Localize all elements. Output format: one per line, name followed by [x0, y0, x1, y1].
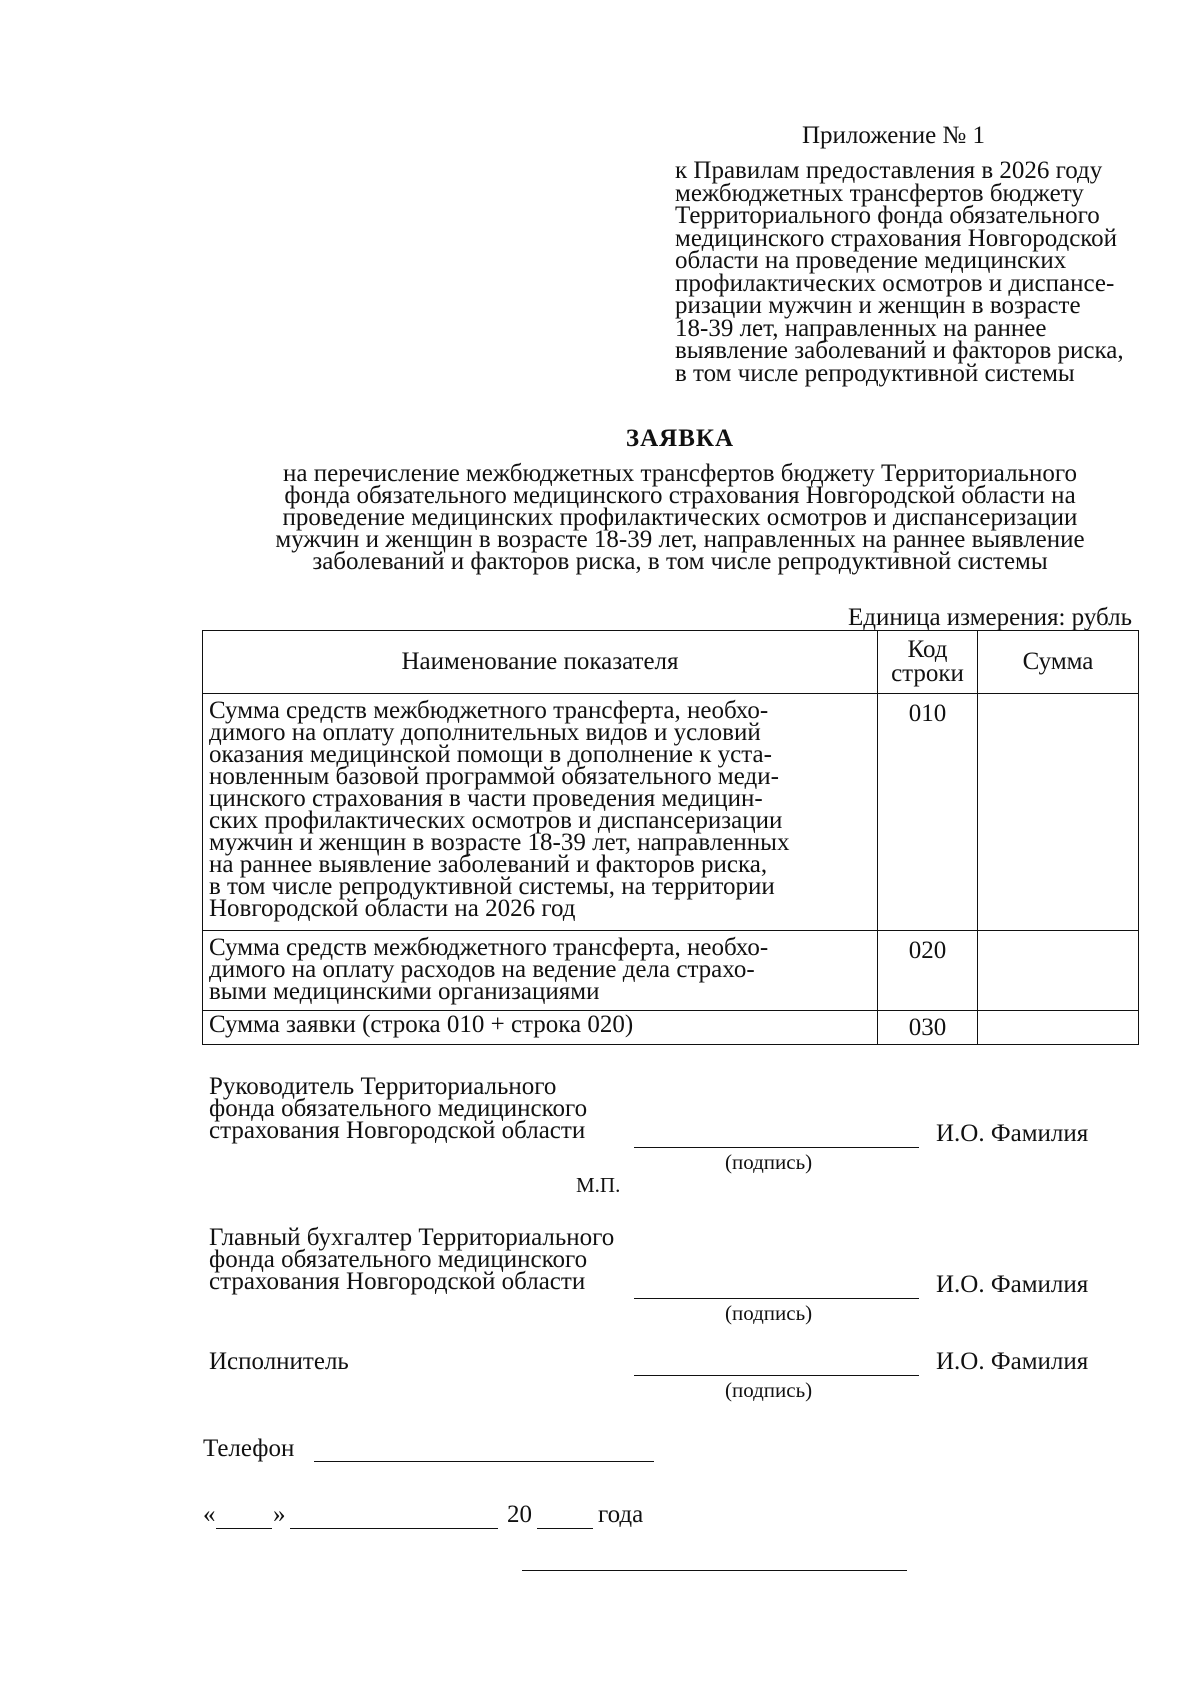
subtitle-line: заболеваний и факторов риска, в том числе репродуктивной системы [312, 548, 1048, 575]
appendix-line: ризации мужчин и женщин в возрасте [675, 292, 1081, 319]
row-name-line: новленным базовой программой обязательного меди- [209, 763, 779, 790]
appendix-text [675, 157, 1145, 387]
executor-signature-caption: (подпись) [725, 1378, 813, 1402]
phone-field-line[interactable] [314, 1461, 654, 1462]
table-row [203, 1011, 1139, 1045]
row-code: 030 [878, 1011, 978, 1045]
row-name-line: Новгородской области на 2026 год [209, 895, 576, 922]
unit-of-measure: Единица измерения: рубль [847, 604, 1132, 631]
subtitle-line: на перечисление межбюджетных трансфертов бюджету Территориального [283, 460, 1077, 487]
appendix-line: профилактических осмотров и диспансе- [675, 269, 1115, 297]
subtitle-line: мужчин и женщин в возрасте 18-39 лет, направленных на раннее выявление [275, 526, 1085, 553]
signatory-line: страхования Новгородской области [209, 1117, 586, 1144]
appendix-title: Приложение № 1 [802, 122, 986, 149]
date-year-suffix: года [598, 1501, 644, 1528]
row-name-line: в том числе репродуктивной системы, на территории [209, 873, 775, 900]
executor-name: И.О. Фамилия [936, 1348, 1089, 1375]
table-row [203, 931, 1139, 1011]
table-row [203, 694, 1139, 931]
row-name-line: ских профилактических осмотров и диспансеризации [209, 807, 783, 834]
row-name [203, 931, 878, 1011]
date-open-quote: « [203, 1501, 216, 1528]
accountant-name: И.О. Фамилия [936, 1271, 1089, 1298]
signatory-line: Руководитель Территориального [209, 1073, 557, 1100]
head-signature-caption: (подпись) [725, 1150, 813, 1174]
date-month-line[interactable] [290, 1528, 498, 1529]
closing-divider [522, 1570, 907, 1571]
indicator-table [202, 630, 1139, 1045]
head-signatory-label [209, 1073, 588, 1144]
accountant-signature-caption: (подпись) [725, 1301, 813, 1325]
document-title: ЗАЯВКА [625, 425, 735, 452]
accountant-signatory-label [209, 1224, 615, 1295]
row-name-line: оказания медицинской помощи в дополнение к уста- [209, 741, 772, 768]
appendix-line: выявление заболеваний и факторов риска, [675, 337, 1124, 364]
row-name-line: Сумма средств межбюджетного трансферта, необхо- [209, 934, 769, 961]
subtitle-line: проведение медицинских профилактических осмотров и диспансеризации [282, 504, 1078, 531]
signatory-line: фонда обязательного медицинского [209, 1246, 588, 1273]
row-sum[interactable] [978, 694, 1139, 931]
header-name: Наименование показателя [203, 631, 878, 694]
row-name [203, 1011, 878, 1045]
row-name-line: на раннее выявление заболеваний и факторов риска, [209, 851, 768, 878]
executor-label: Исполнитель [209, 1348, 349, 1375]
signatory-line: страхования Новгородской области [209, 1268, 586, 1295]
row-name-line: Сумма средств межбюджетного трансферта, необхо- [209, 697, 769, 724]
row-code: 020 [878, 931, 978, 1011]
date-year-line[interactable] [537, 1528, 593, 1529]
signatory-line: Главный бухгалтер Территориального [209, 1224, 615, 1251]
row-name-line: мужчин и женщин в возрасте 18-39 лет, направленных [209, 829, 790, 856]
appendix-line: Территориального фонда обязательного [675, 202, 1100, 229]
row-name-line: димого на оплату расходов на ведение дела страхо- [209, 956, 755, 983]
accountant-signature-line[interactable] [634, 1298, 919, 1299]
header-code-line: Код [907, 636, 948, 663]
table-header-row [203, 631, 1139, 694]
date-day-line[interactable] [216, 1528, 272, 1529]
row-name-line: Сумма заявки (строка 010 + строка 020) [209, 1011, 634, 1038]
head-signature-line[interactable] [634, 1147, 919, 1148]
appendix-line: к Правилам предоставления в 2026 году [675, 157, 1103, 184]
appendix-line: области на проведение медицинских [675, 247, 1067, 274]
row-sum[interactable] [978, 931, 1139, 1011]
header-sum: Сумма [978, 631, 1139, 694]
row-code: 010 [878, 694, 978, 931]
appendix-line: в том числе репродуктивной системы [675, 359, 1075, 387]
header-code-line: строки [891, 660, 964, 687]
row-name-line: цинского страхования в части проведения медицин- [209, 785, 763, 812]
subtitle-line: фонда обязательного медицинского страхования Новгородской области на [284, 482, 1076, 509]
phone-label: Телефон [203, 1435, 295, 1462]
date-year-prefix: 20 [507, 1501, 532, 1528]
head-name: И.О. Фамилия [936, 1120, 1089, 1147]
stamp-place: М.П. [576, 1173, 621, 1197]
date-close-quote: » [273, 1501, 286, 1528]
executor-signature-line[interactable] [634, 1375, 919, 1376]
appendix-line: медицинского страхования Новгородской [675, 224, 1118, 252]
appendix-line: 18-39 лет, направленных на раннее [675, 314, 1047, 342]
document-subtitle [200, 460, 1160, 575]
row-sum[interactable] [978, 1011, 1139, 1045]
row-name [203, 694, 878, 931]
header-code [878, 631, 978, 694]
row-name-line: димого на оплату дополнительных видов и условий [209, 719, 761, 746]
row-name-line: выми медицинскими организациями [209, 978, 600, 1005]
signatory-line: фонда обязательного медицинского [209, 1095, 588, 1122]
appendix-line: межбюджетных трансфертов бюджету [675, 179, 1084, 207]
